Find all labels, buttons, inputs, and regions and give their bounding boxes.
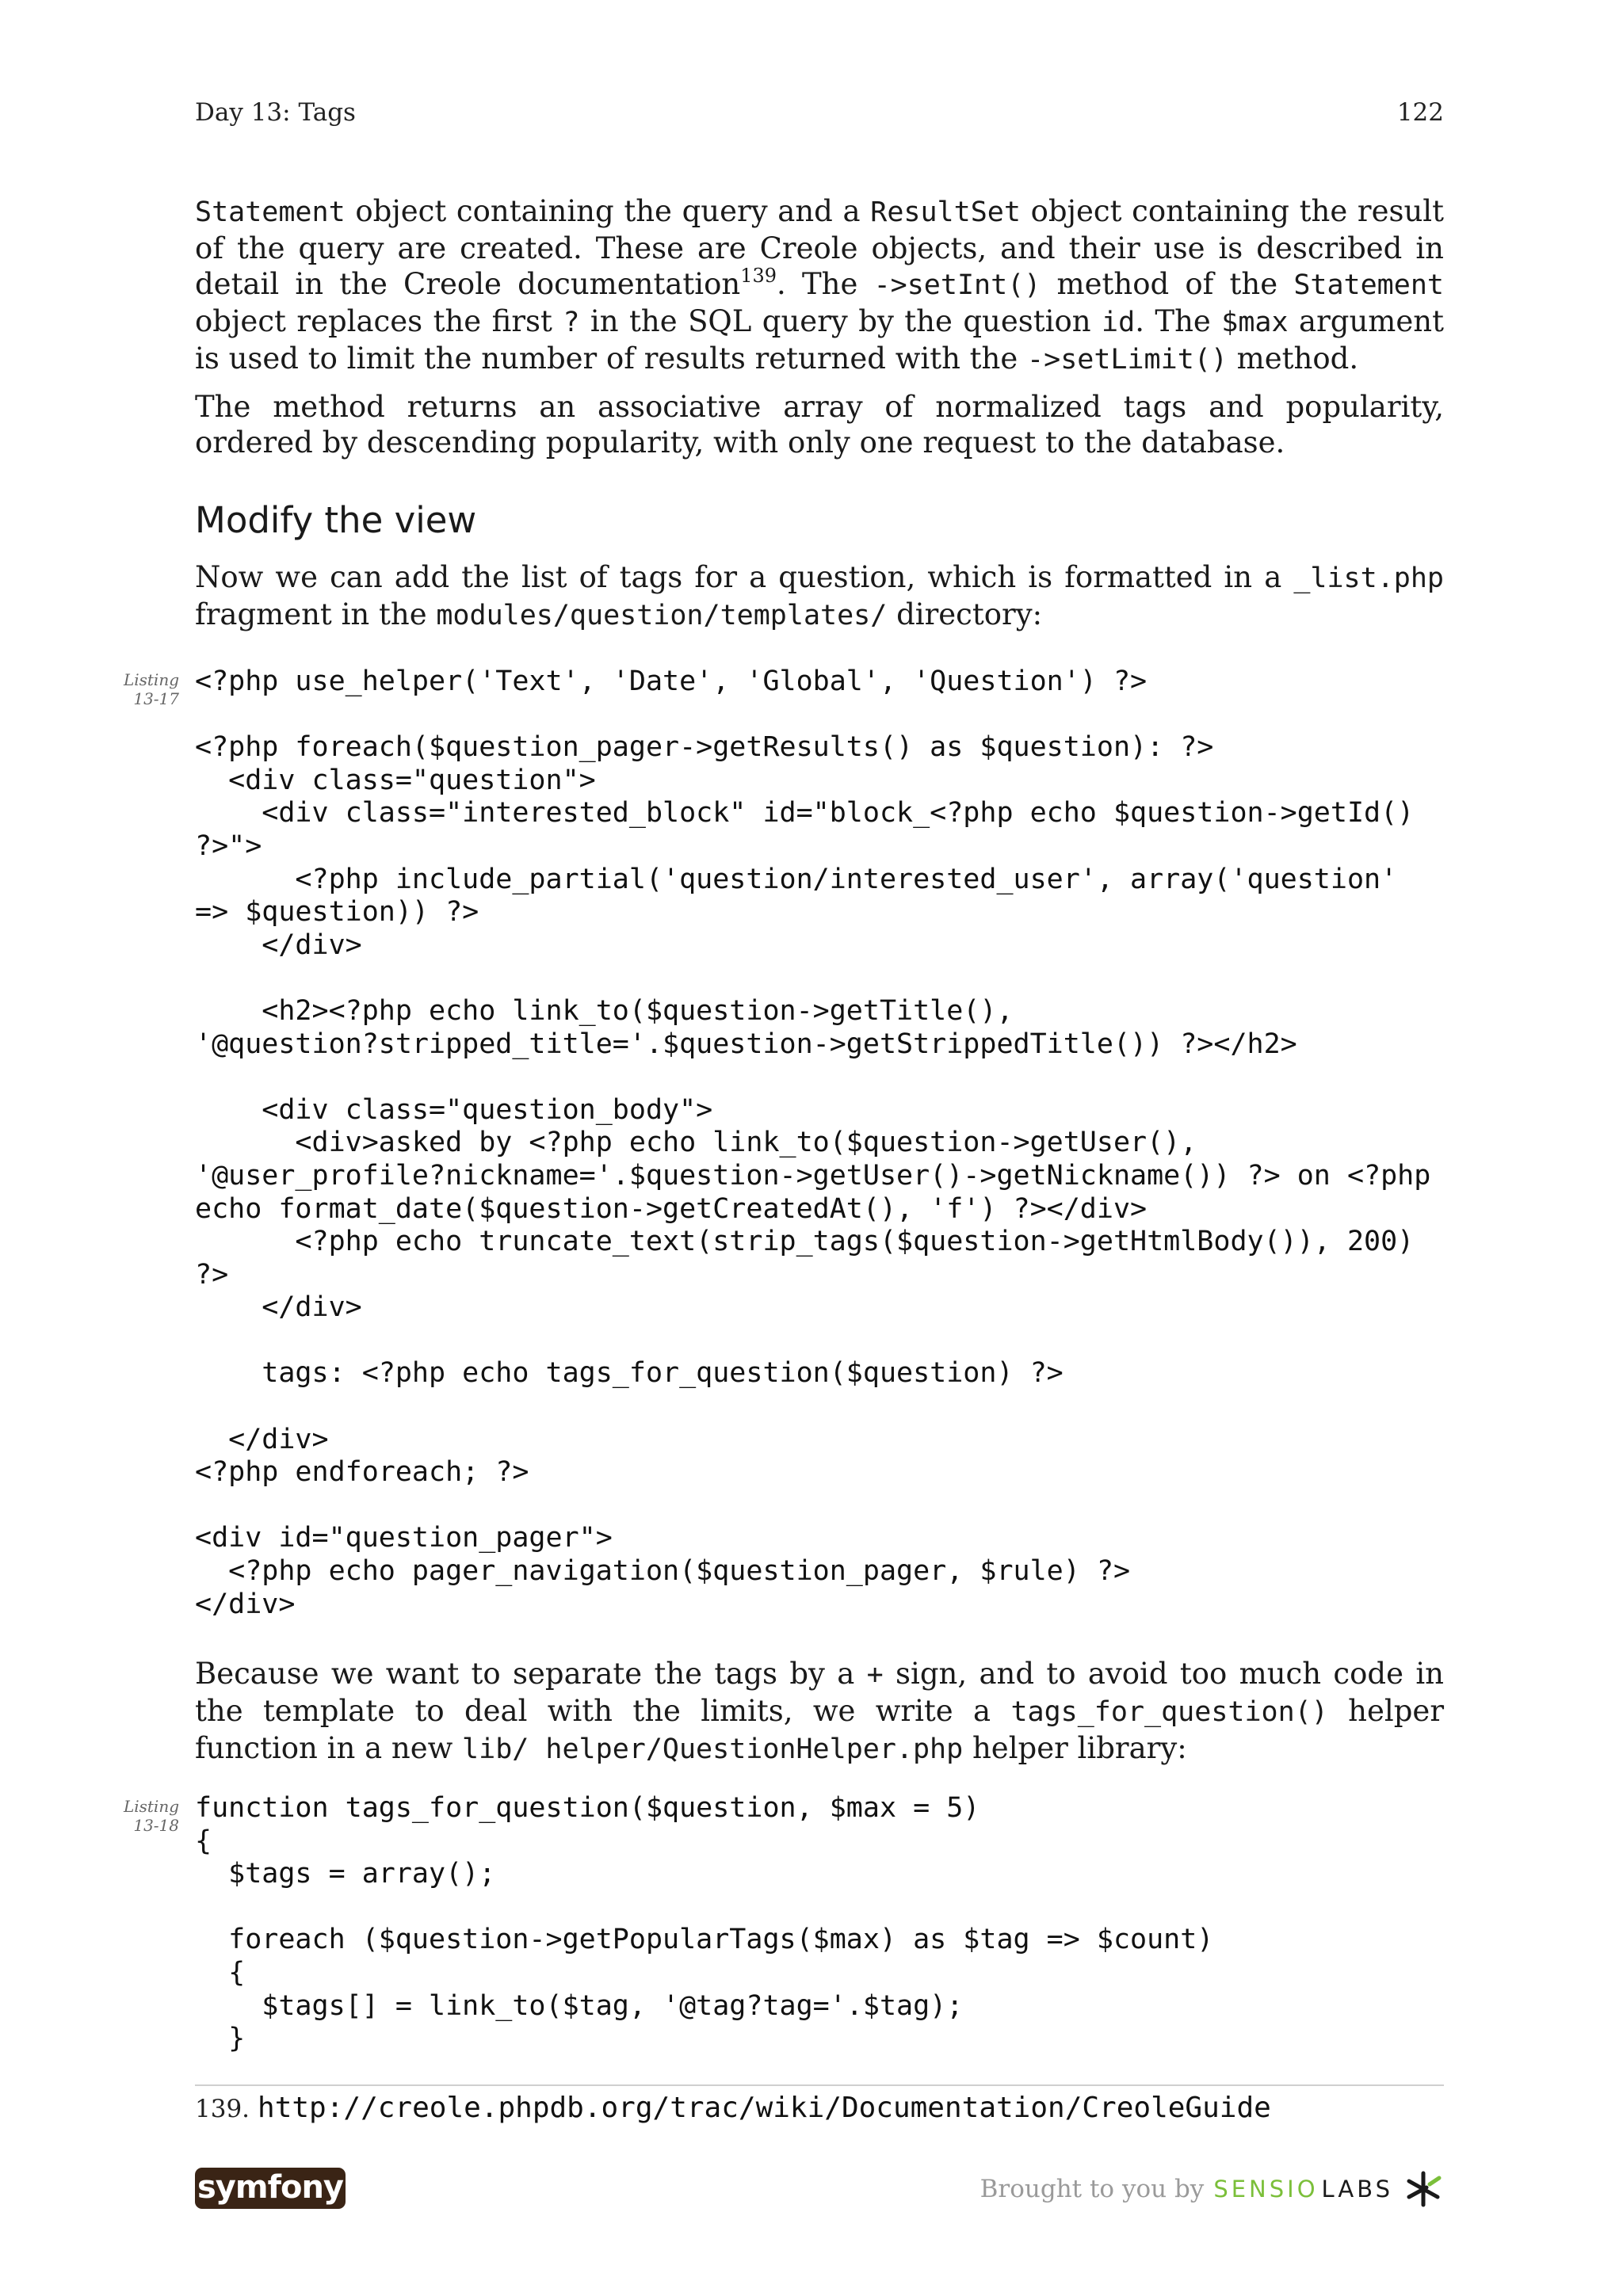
helper-intro-paragraph — [195, 1656, 1444, 1768]
text-run: fragment in the — [195, 597, 437, 631]
text-run: helper function in a new — [195, 1694, 1445, 1765]
symfony-logo: symfony — [195, 2168, 346, 2209]
inline-code: ? — [563, 307, 580, 338]
text-run: . The — [1135, 304, 1222, 338]
inline-code: ResultSet — [870, 196, 1021, 228]
text-run: object containing the result of the query are created. These are Creole objects, and their use is described in detail in the Creole documentation — [195, 194, 1444, 301]
footnote-divider — [195, 2084, 1444, 2086]
inline-code: lib/ helper/QuestionHelper.php — [462, 1733, 964, 1765]
listing-label-13-18 — [119, 1797, 179, 1835]
text-run: Because we want to separate the tags by a — [195, 1657, 867, 1691]
inline-code: + — [866, 1659, 884, 1691]
text-run: . The — [777, 267, 874, 301]
sponsor-credit — [980, 2169, 1444, 2209]
code-listing-13-17: <?php use_helper('Text', 'Date', 'Global', 'Question') ?> <?php foreach($question_pager->getResults() as $question): ?> <div class="question"> <div class="interested_block" id="block_<?php echo $question->getId() ?>"> <?php include_partial('question/interested_user', array('question' => $question)) ?> </div> <h2><?php echo link_to($question->getTitle(), '@question?stripped_title='.$question->getStrippedTitle()) ?></h2> <div class="question_body"> <div>asked by <?php echo link_to($question->getUser(), '@user_profile?nickname='.$question->getUser()->getNickname()) ?> on <?php echo format_date($question->getCreatedAt(), 'f') ?></div> <?php echo truncate_text(strip_tags($question->getHtmlBody()), 200) ?> </div> tags: <?php echo tags_for_question($question) ?> </div> <?php endforeach; ?> <div id="question_pager"> <?php echo pager_navigation($question_pager, $rule) ?> </div> — [195, 666, 1431, 1620]
inline-code: _list.php — [1293, 563, 1444, 594]
sensio-wordmark: SENSIO — [1213, 2176, 1319, 2203]
inline-code: $max — [1221, 307, 1289, 338]
view-intro-paragraph — [195, 559, 1444, 634]
footnote — [195, 2092, 1271, 2124]
text-run: in the SQL query by the question — [579, 304, 1102, 338]
text-run: directory: — [887, 597, 1043, 631]
inline-code: ->setLimit() — [1027, 344, 1228, 376]
page-header — [195, 98, 1444, 130]
footnote-ref[interactable]: 139 — [740, 264, 777, 287]
inline-code: id — [1102, 307, 1136, 338]
brought-by-text: Brought to you by — [980, 2175, 1205, 2203]
page-number: 122 — [1396, 98, 1444, 127]
footnote-link[interactable]: http://creole.phpdb.org/trac/wiki/Documentation/CreoleGuide — [258, 2092, 1271, 2124]
sensiolabs-star-icon — [1403, 2168, 1444, 2210]
listing-word: Listing — [123, 670, 179, 689]
text-run: Now we can add the list of tags for a question, which is formatted in a — [195, 560, 1294, 594]
text-run: method. — [1227, 341, 1359, 376]
intro-paragraph-2: The method returns an associative array of normalized tags and popularity, ordered by descending popularity, with only one request to the database. — [195, 390, 1444, 460]
code-listing-13-18: function tags_for_question($question, $max = 5) { $tags = array(); foreach ($question->getPopularTags($max) as $tag => $count) { $tags[] = link_to($tag, '@tag?tag='.$tag); } — [195, 1792, 1214, 2055]
intro-text — [195, 193, 1444, 460]
listing-number: 13-18 — [133, 1816, 179, 1835]
text-run: object replaces the first — [195, 304, 563, 338]
inline-code: Statement — [1293, 269, 1444, 301]
inline-code: modules/question/templates/ — [436, 600, 888, 631]
inline-code: Statement — [195, 196, 346, 228]
helper-intro — [195, 1656, 1444, 1768]
inline-code: tags_for_question() — [1010, 1696, 1328, 1728]
listing-label-13-17 — [119, 670, 179, 708]
listing-number: 13-17 — [133, 689, 179, 708]
listing-word: Listing — [123, 1797, 179, 1816]
chapter-title: Day 13: Tags — [195, 98, 356, 127]
labs-wordmark: LABS — [1321, 2176, 1393, 2203]
view-intro — [195, 559, 1444, 634]
text-run: argument is used to limit the number of results returned with the — [195, 304, 1444, 376]
text-run: method of the — [1041, 267, 1294, 301]
footnote-number: 139. — [195, 2095, 250, 2123]
text-run: object containing the query and a — [345, 194, 871, 228]
intro-paragraph-1 — [195, 193, 1444, 378]
inline-code: ->setInt() — [873, 269, 1041, 301]
text-run: sign, and to avoid too much code in the template to deal with the limits, we write a — [195, 1657, 1444, 1728]
section-heading: Modify the view — [195, 499, 477, 541]
text-run: helper library: — [963, 1731, 1187, 1765]
